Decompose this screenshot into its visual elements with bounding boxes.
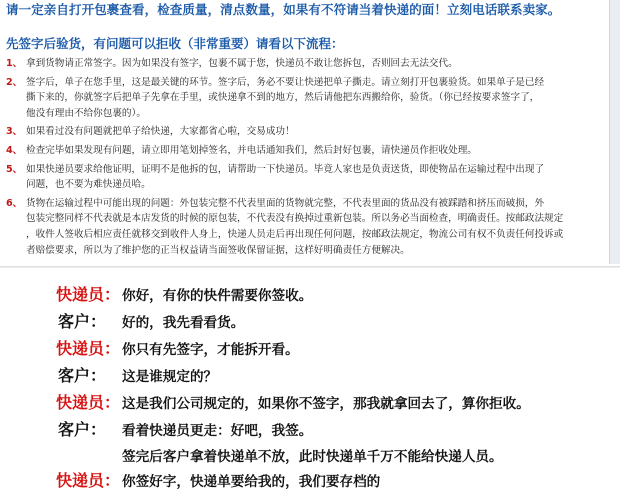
dialog-text: 看着快递员更走：好吧，我签。 (122, 423, 313, 439)
steps-list (6, 56, 604, 261)
dialog-line (0, 417, 620, 442)
step-number: 1、 (6, 58, 23, 69)
step-item (6, 162, 604, 193)
step-text: 检查完毕如果发现有问题，请立即用笔划掉签名，并电话通知我们，然后封好包裹，请快递员作拒收处理。 (26, 144, 477, 156)
step-number: 3、 (6, 126, 23, 138)
dialog-line (0, 309, 620, 334)
dialog-text: 这是谁规定的？ (122, 369, 218, 385)
step-text: 如果快递员要求给他证明，证明不是他拆的包，请帮助一下快递员。毕竟人家也是负责送货，即使物品在运输过程中出现了 问题，也不要为难快递员哈。 (26, 163, 545, 191)
dialog-section (0, 272, 620, 490)
step-item (6, 196, 604, 258)
dialog-line (0, 390, 620, 415)
dialog-text: 这是我们公司规定的，如果你不签字，那我就拿回去了，算你拒收。 (122, 396, 530, 412)
subheadline: 先签字后验货，有问题可以拒收（非常重要）请看以下流程： (6, 36, 344, 51)
speaker-label: 快递员： (56, 393, 121, 412)
step-item (6, 143, 604, 159)
section-divider (0, 266, 620, 268)
step-text: 货物在运输过程中可能出现的问题：外包装完整不代表里面的货物就完整，不代表里面的货品没有被踩踏和挤压而破损，外 包装完整同样不代表就是本店发货的时候的原包装，不代表没有换掉过重新包装。所以务必当面检查，明确责任。按邮政法规定 ，收件人签收后相应责任就移交到收件人身上，快递人员走后再出现任何问题，按邮政法规定，物流公司有权不负责任何投诉或 者赔偿要求，所以为了维护您的正当权益请当面签收保留证据，这样好明确责任方便解决。 (26, 197, 564, 256)
step-number: 5、 (6, 163, 23, 175)
dialog-note: 签完后客户拿着快递单不放，此时快递单千万不能给快递人员。 (122, 449, 503, 465)
step-text: 如果看过没有问题就把单子给快递，大家都省心啦，交易成功！ (26, 126, 295, 138)
dialog-text: 好的，我先看看货。 (122, 315, 245, 331)
speaker-label: 客户： (58, 420, 107, 439)
dialog-line (0, 336, 620, 361)
step-number: 2、 (6, 76, 23, 88)
step-number: 6、 (6, 197, 23, 209)
step-text: 签字后，单子在您手里，这是最关键的环节。签字后，务必不要让快递把单子撕走。请立刻打开包裹验货。如果单子是已经 撕下来的，你就签字后把单子先拿在手里，或快递拿不到的地方，然后请他把东西搬给你，验货。（你已经按要求签字了， 他没有理由不给你包裹的）。 (26, 76, 545, 119)
step-item (6, 124, 604, 140)
step-item (6, 56, 604, 72)
speaker-label: 快递员： (56, 285, 121, 304)
dialog-text: 你只有先签字，才能拆开看。 (122, 342, 299, 358)
headline: 请一定亲自打开包裹查看，检查质量，清点数量，如果有不符请当着快递的面！立刻电话联系卖家。 (6, 2, 561, 17)
speaker-label: 快递员： (56, 471, 121, 490)
dialog-line (0, 363, 620, 388)
vertical-scrollbar[interactable] (609, 0, 620, 264)
speaker-label: 快递员： (56, 339, 121, 358)
speaker-label: 客户： (58, 366, 107, 385)
step-text: 拿到货物请正常签字。因为如果没有签字，包裹不属于您，快递员不敢让您拆包，否则回去无法交代。 (26, 58, 458, 69)
step-item (6, 75, 604, 122)
dialog-text: 你好，有你的快件需要你签收。 (122, 288, 313, 304)
dialog-line (0, 282, 620, 307)
dialog-note-line (0, 443, 620, 468)
dialog-line (0, 468, 620, 493)
step-number: 4、 (6, 144, 23, 156)
speaker-label: 客户： (58, 312, 107, 331)
dialog-text: 你签好字，快递单要给我的，我们要存档的 (122, 474, 381, 490)
